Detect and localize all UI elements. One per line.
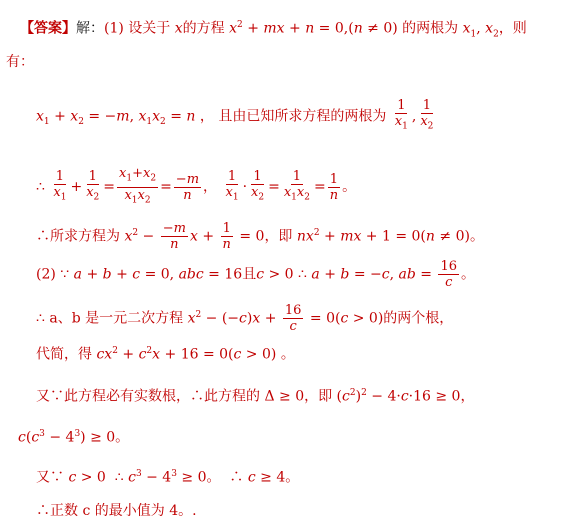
part-2-line: (2) ∵ a + b + c = 0, abc = 16且c > 0 ∴ a + b = −c, ab = $\frac{16}{c}$ 。 bbox=[36, 259, 475, 290]
answer-line-2 bbox=[6, 53, 34, 71]
roots-intro: ∴ a、b 是一元二次方程 bbox=[36, 310, 184, 327]
cond2-text: ∴ bbox=[298, 266, 307, 283]
sum-product-line: ∴ $\frac{1}{x_1}$ + $\frac{1}{x_2}$ = $\frac{x_1+x_2}{x_1x_2}$ = $\frac{-m}{n}$ ， $\frac{1}{x_1}$ · $\frac{1}{x_2}$ = $\frac{1}{x_1x_2}$ = $\frac{1}{n}$ 。 bbox=[36, 166, 357, 206]
result-equation-line: ∴所求方程为 $x^2$ − $\frac{-m}{n}$ x + $\frac{1}{n}$ = 0，即 $nx^2$ + mx + 1 = 0(n ≠ 0)。 bbox=[36, 221, 484, 252]
result-eq-tail: ，即 bbox=[264, 228, 293, 245]
simplify-tail: 。 bbox=[280, 346, 295, 363]
setup-text-a: 设关于 bbox=[128, 20, 171, 37]
part-1-marker: (1) bbox=[104, 20, 124, 37]
factor-line: $c(c^3 - 4^3) \ge 0$。 bbox=[18, 429, 130, 446]
setup-text-c: 的两根为 bbox=[402, 20, 459, 37]
final-answer-line bbox=[36, 502, 197, 520]
answer-label: 【答案】 bbox=[20, 19, 76, 36]
real-roots-text: 又∵此方程必有实数根，∴此方程的 bbox=[36, 388, 260, 405]
answer-line-1: 【答案】解：(1) 设关于 x的方程 $x^2$ + mx + n = 0,(n ≠ 0) 的两根为 $x_1$, $x_2$，则 bbox=[20, 19, 527, 40]
conclusion-tail: 。 bbox=[469, 228, 484, 245]
final-answer: ∴正数 c 的最小值为 4。. bbox=[36, 503, 197, 519]
setup-text-d: ，则 bbox=[498, 20, 527, 37]
real-roots-tail: ，即 bbox=[304, 388, 333, 405]
setup-text-e: 有： bbox=[6, 54, 34, 70]
roots-equation-line: ∴ a、b 是一元二次方程 $x^2 - (-c)x$ + $\frac{16}{c}$ = 0(c > 0)的两个根， bbox=[36, 303, 454, 334]
solution-intro: 解： bbox=[76, 20, 104, 37]
setup-text-b: 的方程 bbox=[182, 20, 225, 37]
simplify-line: 代简，得 $cx^2 + c^2x + 16 = 0(c > 0)$ 。 bbox=[36, 346, 295, 363]
vieta-line: $x_1 + x_2 = -m$, $x_1x_2 = n$ ， 且由已知所求方程的两根为 $\frac{1}{x_1}$ , $\frac{1}{x_2}$ bbox=[36, 98, 434, 132]
cond1-text: 且 bbox=[242, 266, 257, 283]
roots-tail: 的两个根， bbox=[383, 310, 454, 327]
therefore-symbol: ∴ bbox=[36, 179, 45, 196]
final-cond-text: 又∵ bbox=[36, 469, 64, 486]
part-2-marker: (2) bbox=[36, 266, 56, 283]
result-eq-text: 所求方程为 bbox=[50, 228, 120, 245]
roots-text: 且由已知所求方程的两根为 bbox=[218, 108, 387, 125]
discriminant-line: 又∵此方程必有实数根，∴此方程的 Δ ≥ 0，即 $(c^2)^2 - 4\cdot c\cdot 16 \ge 0$， bbox=[36, 388, 475, 405]
simplify-text: 代简，得 bbox=[36, 346, 92, 363]
because-symbol: ∵ bbox=[60, 266, 70, 283]
final-condition-line: 又∵ c > 0 ∴ $c^3 - 4^3 \ge 0$。 ∴ c ≥ 4。 bbox=[36, 469, 300, 486]
